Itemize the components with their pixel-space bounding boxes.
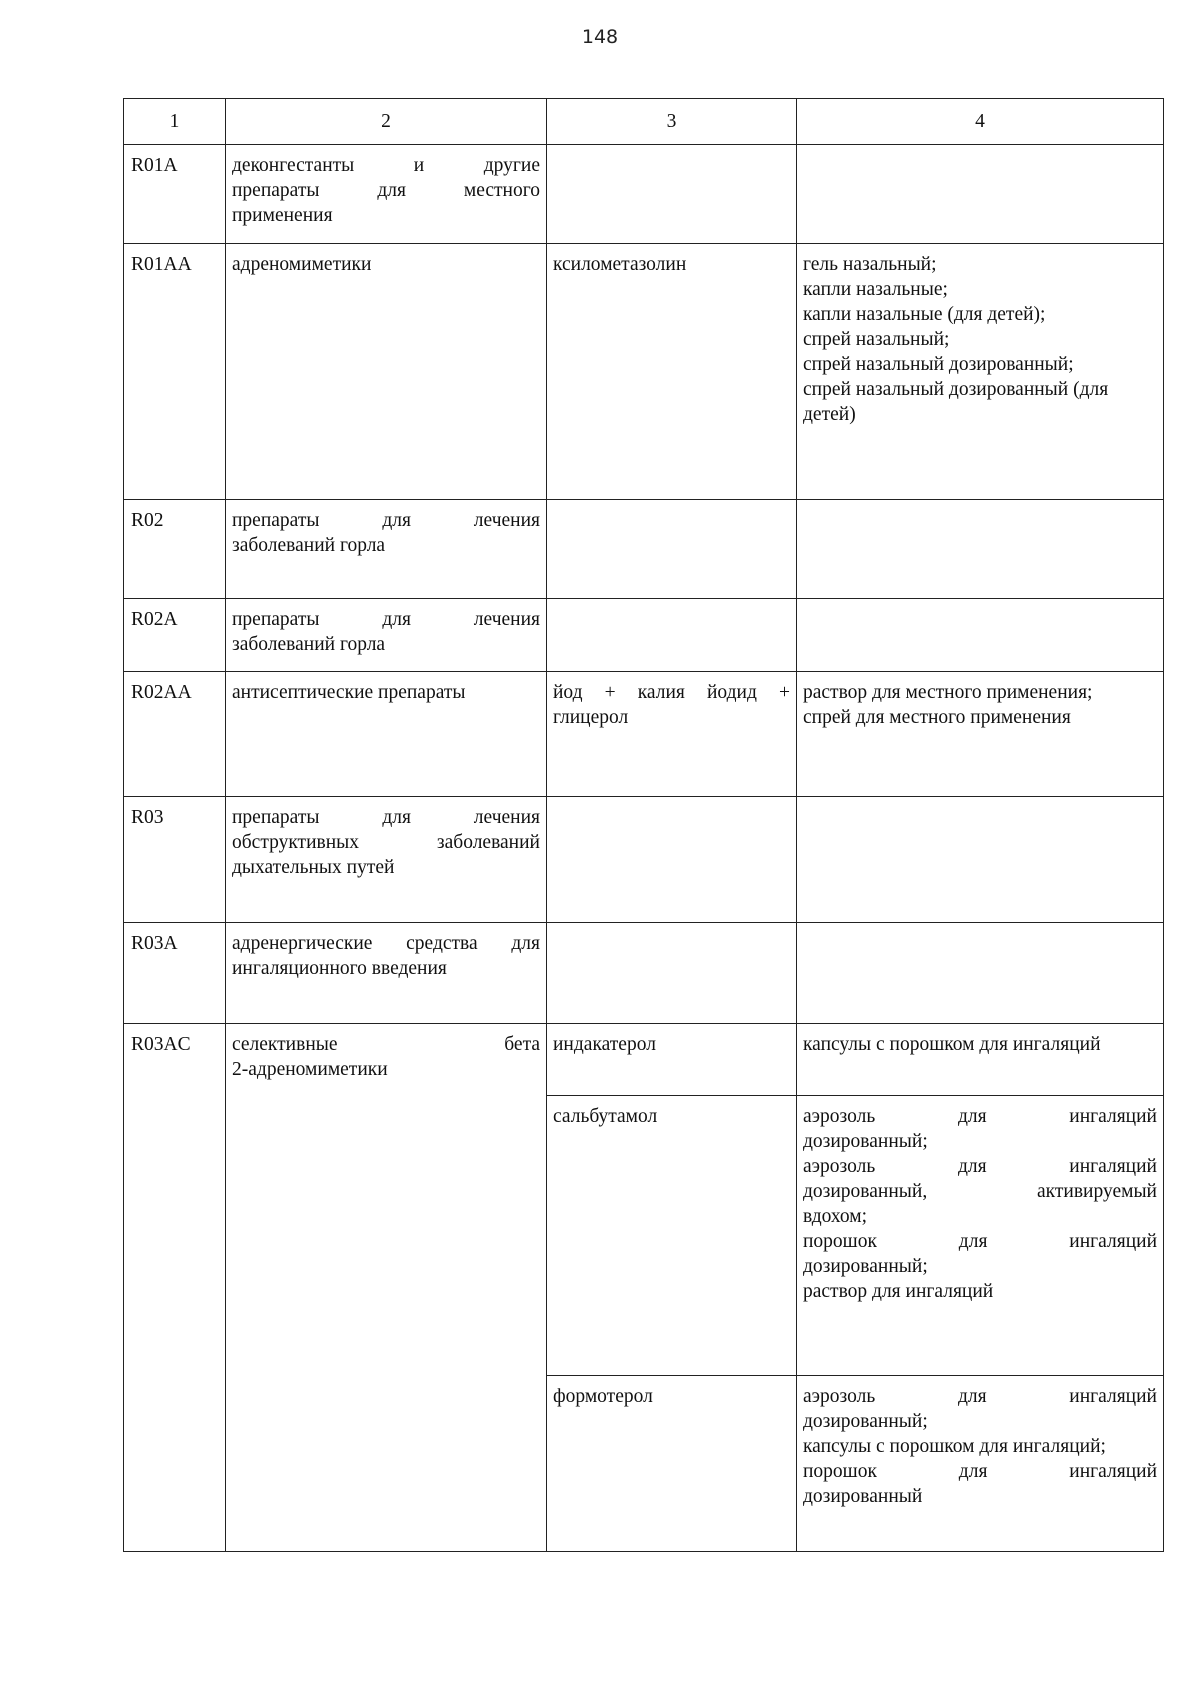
dosage-forms: аэрозоль для ингаляций дозированный; аэрозоль для ингаляций дозированный, активируемый вдохом; порошок для ингаляций дозированный; раствор для ингаляций (797, 1096, 1164, 1376)
table-row (124, 599, 1164, 672)
group-name: деконгестанты и другие препараты для местного применения (226, 145, 547, 244)
dosage-forms (797, 145, 1164, 244)
atc-code: R01A (124, 145, 226, 244)
drug-name: формотерол (547, 1376, 797, 1552)
group-name: антисептические препараты (226, 672, 547, 797)
table-row (124, 145, 1164, 244)
header-cell-3: 3 (547, 99, 797, 145)
atc-code: R03AC (124, 1024, 226, 1552)
drug-name: сальбутамол (547, 1096, 797, 1376)
header-cell-2: 2 (226, 99, 547, 145)
group-name: селективные бета 2-адреномиметики (226, 1024, 547, 1552)
group-name: адренергические средства для ингаляционного введения (226, 923, 547, 1024)
drug-name (547, 599, 797, 672)
table-row (124, 797, 1164, 923)
table-row (124, 672, 1164, 797)
atc-code: R02AA (124, 672, 226, 797)
dosage-forms (797, 599, 1164, 672)
group-name: препараты для лечения заболеваний горла (226, 599, 547, 672)
page-number: 148 (581, 26, 619, 48)
drug-name (547, 145, 797, 244)
header-cell-4: 4 (797, 99, 1164, 145)
group-name: адреномиметики (226, 244, 547, 500)
drug-name: ксилометазолин (547, 244, 797, 500)
header-cell-1: 1 (124, 99, 226, 145)
dosage-forms: гель назальный; капли назальные; капли назальные (для детей); спрей назальный; спрей назальный дозированный; спрей назальный дозированный (для детей) (797, 244, 1164, 500)
atc-code: R02A (124, 599, 226, 672)
dosage-forms: капсулы с порошком для ингаляций (797, 1024, 1164, 1096)
dosage-forms (797, 500, 1164, 599)
atc-code: R01AA (124, 244, 226, 500)
drug-name: йод + калия йодид + глицерол (547, 672, 797, 797)
table-row (124, 500, 1164, 599)
dosage-forms (797, 923, 1164, 1024)
dosage-forms: аэрозоль для ингаляций дозированный; капсулы с порошком для ингаляций; порошок для ингаляций дозированный (797, 1376, 1164, 1552)
dosage-forms: раствор для местного применения; спрей для местного применения (797, 672, 1164, 797)
drug-name (547, 923, 797, 1024)
table-header-row (124, 99, 1164, 145)
group-name: препараты для лечения заболеваний горла (226, 500, 547, 599)
table-row (124, 923, 1164, 1024)
atc-code: R03 (124, 797, 226, 923)
drug-name: индакатерол (547, 1024, 797, 1096)
table-row (124, 1024, 1164, 1096)
dosage-forms (797, 797, 1164, 923)
drug-name (547, 797, 797, 923)
group-name: препараты для лечения обструктивных заболеваний дыхательных путей (226, 797, 547, 923)
table-row (124, 244, 1164, 500)
atc-code: R02 (124, 500, 226, 599)
drug-classification-table (123, 98, 1164, 1552)
atc-code: R03A (124, 923, 226, 1024)
drug-name (547, 500, 797, 599)
